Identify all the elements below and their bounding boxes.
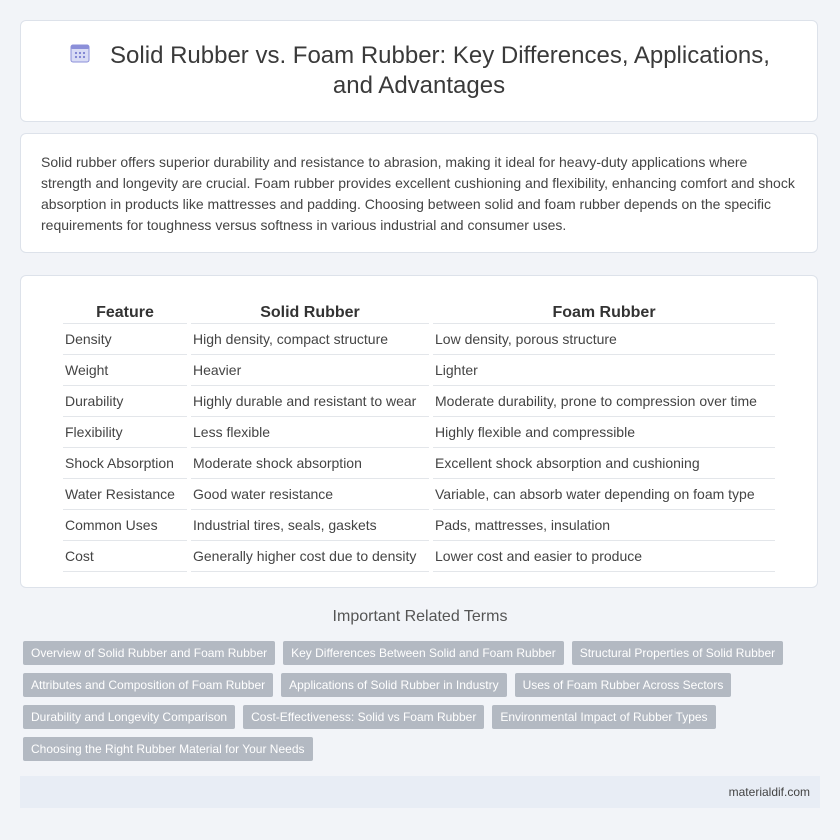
table-header-row (63, 292, 775, 324)
table-cell: Good water resistance (191, 479, 429, 510)
table-cell: Water Resistance (63, 479, 187, 510)
table-row (63, 417, 775, 448)
related-term-tag[interactable]: Cost-Effectiveness: Solid vs Foam Rubber (243, 705, 484, 729)
column-header-solid-rubber: Solid Rubber (191, 292, 429, 324)
table-cell: Excellent shock absorption and cushioning (433, 448, 775, 479)
summary-card (20, 133, 818, 253)
summary-text: Solid rubber offers superior durability and resistance to abrasion, making it ideal for heavy-duty applications where strength and longevity are crucial. Foam rubber provides excellent cushioning and flexibility, enhancing comfort and shock absorption in products like mattresses and padding. Choosing between solid and foam rubber depends on the specific requirements for toughness versus softness in various industrial and consumer uses. (41, 154, 795, 233)
column-header-feature: Feature (63, 292, 187, 324)
table-cell: Highly flexible and compressible (433, 417, 775, 448)
table-cell: Common Uses (63, 510, 187, 541)
table-cell: Heavier (191, 355, 429, 386)
related-term-tag[interactable]: Environmental Impact of Rubber Types (492, 705, 715, 729)
table-cell: Highly durable and resistant to wear (191, 386, 429, 417)
table-cell: Pads, mattresses, insulation (433, 510, 775, 541)
comparison-table (59, 292, 779, 572)
table-cell: Flexibility (63, 417, 187, 448)
table-cell: Cost (63, 541, 187, 572)
title-card (20, 20, 818, 122)
table-cell: Lighter (433, 355, 775, 386)
footer-site-link[interactable]: materialdif.com (728, 785, 810, 799)
related-term-tag[interactable]: Structural Properties of Solid Rubber (572, 641, 783, 665)
related-term-tag[interactable]: Applications of Solid Rubber in Industry (281, 673, 506, 697)
table-row (63, 510, 775, 541)
table-cell: High density, compact structure (191, 324, 429, 355)
related-term-tag[interactable]: Overview of Solid Rubber and Foam Rubber (23, 641, 275, 665)
related-term-tag[interactable]: Choosing the Right Rubber Material for Your Needs (23, 737, 313, 761)
related-terms-list (23, 641, 803, 769)
table-cell: Density (63, 324, 187, 355)
table-row (63, 355, 775, 386)
footer (20, 776, 820, 808)
table-cell: Moderate durability, prone to compression over time (433, 386, 775, 417)
table-row (63, 541, 775, 572)
related-term-tag[interactable]: Durability and Longevity Comparison (23, 705, 235, 729)
table-cell: Industrial tires, seals, gaskets (191, 510, 429, 541)
table-cell: Durability (63, 386, 187, 417)
related-term-tag[interactable]: Uses of Foam Rubber Across Sectors (515, 673, 732, 697)
column-header-foam-rubber: Foam Rubber (433, 292, 775, 324)
related-terms-title: Important Related Terms (332, 608, 508, 625)
related-term-tag[interactable]: Key Differences Between Solid and Foam Rubber (283, 641, 564, 665)
table-cell: Low density, porous structure (433, 324, 775, 355)
table-cell: Less flexible (191, 417, 429, 448)
table-cell: Generally higher cost due to density (191, 541, 429, 572)
table-row (63, 448, 775, 479)
page-title: Solid Rubber vs. Foam Rubber: Key Differences, Applications, and Advantages (110, 42, 770, 99)
table-cell: Shock Absorption (63, 448, 187, 479)
table-row (63, 479, 775, 510)
table-cell: Variable, can absorb water depending on foam type (433, 479, 775, 510)
table-row (63, 324, 775, 355)
related-term-tag[interactable]: Attributes and Composition of Foam Rubber (23, 673, 273, 697)
table-cell: Moderate shock absorption (191, 448, 429, 479)
table-cell: Lower cost and easier to produce (433, 541, 775, 572)
comparison-table-card (20, 275, 818, 588)
table-row (63, 386, 775, 417)
calendar-grid-icon (68, 41, 92, 65)
page-title-block (49, 41, 789, 101)
table-cell: Weight (63, 355, 187, 386)
